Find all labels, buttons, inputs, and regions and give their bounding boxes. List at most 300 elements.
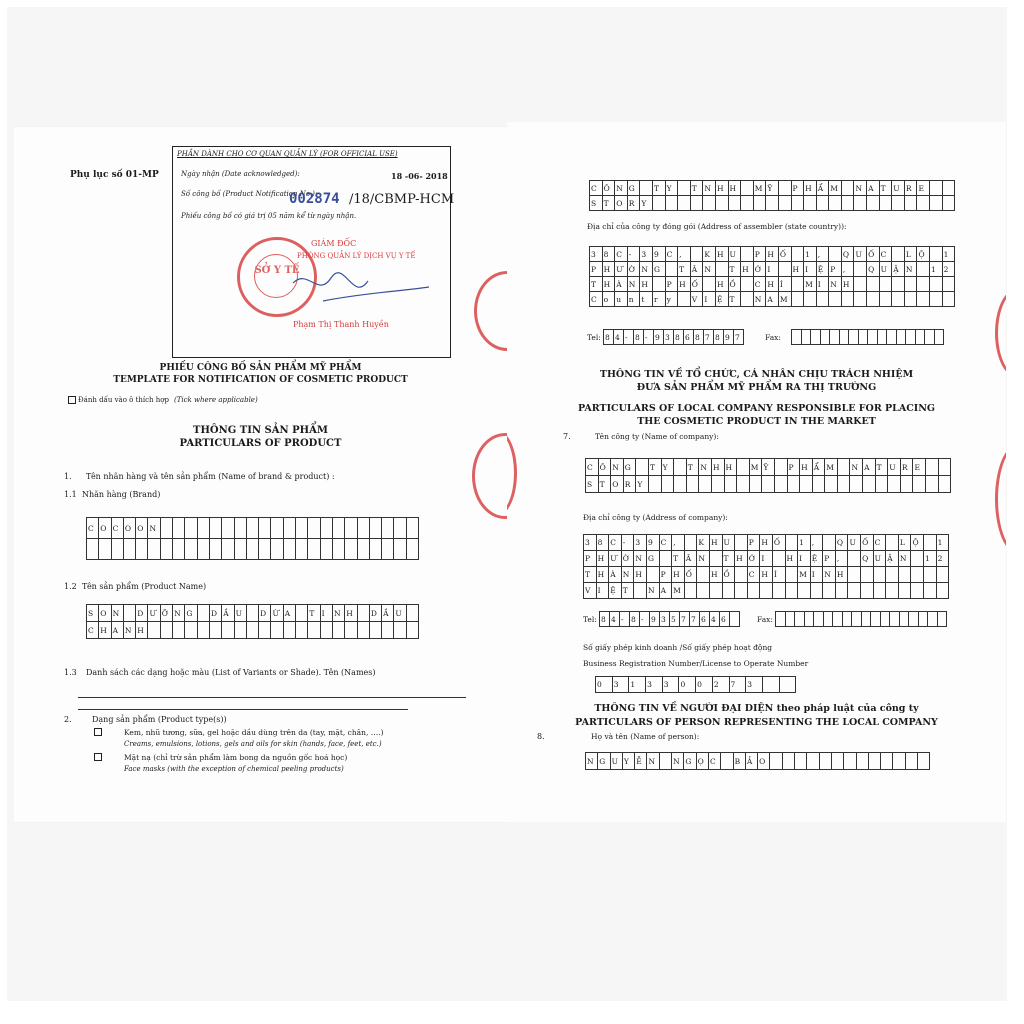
char-box: H xyxy=(640,277,653,292)
char-box: C xyxy=(609,535,622,551)
char-box xyxy=(924,583,937,599)
validity-note: Phiếu công bố có giá trị 05 năm kể từ ngày nhận. xyxy=(181,212,357,220)
char-box: N xyxy=(148,518,160,539)
char-box xyxy=(703,196,716,211)
char-box: y xyxy=(666,292,679,307)
char-box: R xyxy=(905,181,918,196)
char-box xyxy=(832,753,844,770)
char-box: B xyxy=(734,753,746,770)
char-box xyxy=(795,753,807,770)
char-box: C xyxy=(87,622,99,639)
char-box xyxy=(899,567,912,583)
char-box: A xyxy=(863,459,876,476)
fax-label-1: Fax: xyxy=(765,333,781,342)
char-box: 9 xyxy=(650,612,660,627)
char-box: H xyxy=(345,605,357,622)
char-box xyxy=(786,535,799,551)
char-box: H xyxy=(766,277,779,292)
section-company-title-en-2: THE COSMETIC PRODUCT IN THE MARKET xyxy=(637,416,876,427)
char-box: O xyxy=(124,518,136,539)
char-box xyxy=(674,476,687,493)
char-box xyxy=(148,622,160,639)
char-box xyxy=(888,476,901,493)
char-box xyxy=(911,583,924,599)
char-box: A xyxy=(867,181,880,196)
char-box: E xyxy=(913,459,926,476)
char-box: 8 xyxy=(600,612,610,627)
variants-line-1 xyxy=(78,697,466,698)
char-box: , xyxy=(672,535,685,551)
char-box xyxy=(881,612,891,627)
char-box: P xyxy=(584,551,597,567)
char-box xyxy=(394,539,406,560)
char-box xyxy=(308,622,320,639)
license-label-en: Business Registration Number/License to Operate Number xyxy=(583,659,809,668)
char-box xyxy=(861,567,874,583)
char-box xyxy=(173,539,185,560)
char-box: H xyxy=(710,567,723,583)
char-box: M xyxy=(825,459,838,476)
char-box: P xyxy=(754,247,767,262)
char-box: Ớ xyxy=(754,262,767,277)
section-company-title-vi-1: THÔNG TIN VỀ TỔ CHỨC, CÁ NHÂN CHỊU TRÁCH NHIỆM xyxy=(599,369,914,380)
char-box xyxy=(247,605,259,622)
char-box: H xyxy=(672,567,685,583)
char-box: T xyxy=(653,181,666,196)
char-box xyxy=(737,476,750,493)
char-box: A xyxy=(766,292,779,307)
char-box: P xyxy=(829,262,842,277)
char-box: Â xyxy=(685,551,698,567)
char-box: T xyxy=(729,292,742,307)
char-box xyxy=(820,753,832,770)
tel-grid-2[interactable] xyxy=(599,611,740,627)
char-box: O xyxy=(99,518,111,539)
char-box xyxy=(901,476,914,493)
char-box xyxy=(660,753,672,770)
char-box: 2 xyxy=(943,262,956,277)
char-box xyxy=(792,277,805,292)
char-box xyxy=(407,518,419,539)
license-number-grid[interactable] xyxy=(595,676,796,693)
char-box: Ẩ xyxy=(813,459,826,476)
char-box xyxy=(792,196,805,211)
char-box xyxy=(185,518,197,539)
char-box: 5 xyxy=(670,612,680,627)
char-box: H xyxy=(842,277,855,292)
fax-grid-1[interactable] xyxy=(791,329,944,345)
type-2-checkbox[interactable] xyxy=(94,753,102,761)
char-box: T xyxy=(691,181,704,196)
char-box: N xyxy=(647,583,660,599)
char-box: Y xyxy=(623,753,635,770)
char-box: N xyxy=(703,262,716,277)
type-1-en: Creams, emulsions, lotions, gels and oils for skin (hands, face, feet, etc.) xyxy=(124,740,382,748)
char-box xyxy=(333,539,345,560)
char-box: H xyxy=(836,567,849,583)
char-box xyxy=(775,459,788,476)
tel-label-2: Tel: xyxy=(583,615,597,624)
char-box: Ậ xyxy=(886,551,899,567)
item-7-number: 7. xyxy=(563,432,571,441)
char-box: Ỹ xyxy=(762,459,775,476)
char-box xyxy=(308,539,320,560)
char-box: G xyxy=(598,753,610,770)
char-box xyxy=(854,262,867,277)
char-box xyxy=(880,277,893,292)
char-box xyxy=(198,518,210,539)
item-1-1-number: 1.1 xyxy=(64,490,77,499)
char-box: M xyxy=(750,459,763,476)
char-box: H xyxy=(729,181,742,196)
char-box: H xyxy=(597,551,610,567)
char-box xyxy=(917,277,930,292)
char-box: C xyxy=(709,753,721,770)
char-box xyxy=(854,196,867,211)
char-box xyxy=(874,567,887,583)
char-box: H xyxy=(741,262,754,277)
char-box: 2 xyxy=(937,551,950,567)
type-1-checkbox[interactable] xyxy=(94,728,102,736)
char-box: O xyxy=(611,476,624,493)
char-box xyxy=(892,277,905,292)
char-box xyxy=(271,539,283,560)
char-box: r xyxy=(653,292,666,307)
char-box xyxy=(358,605,370,622)
char-box xyxy=(678,196,691,211)
char-box: N xyxy=(672,753,684,770)
char-box: Ư xyxy=(615,262,628,277)
char-box: M xyxy=(829,181,842,196)
char-box: D xyxy=(259,605,271,622)
char-box xyxy=(900,612,910,627)
item-8-label: Họ và tên (Name of person): xyxy=(591,732,700,741)
char-box xyxy=(741,277,754,292)
char-box xyxy=(666,262,679,277)
tel-grid-1[interactable] xyxy=(603,329,744,345)
char-box xyxy=(729,196,742,211)
notification-number-suffix: /18/CBMP-HCM xyxy=(349,192,455,207)
char-box: 0 xyxy=(679,677,696,693)
char-box xyxy=(161,518,173,539)
assembler-address-label: Địa chỉ của công ty đóng gói (Address of assembler (state country)): xyxy=(587,222,847,231)
char-box: C xyxy=(754,277,767,292)
char-box xyxy=(930,292,943,307)
char-box: Ọ xyxy=(697,753,709,770)
char-box: Ố xyxy=(685,567,698,583)
char-box: H xyxy=(634,567,647,583)
fax-label-2: Fax: xyxy=(757,615,773,624)
char-box: N xyxy=(754,292,767,307)
char-box: N xyxy=(647,753,659,770)
char-box: T xyxy=(622,583,635,599)
char-box xyxy=(754,196,767,211)
person-name-grid[interactable] xyxy=(585,752,930,770)
char-box xyxy=(382,622,394,639)
char-box xyxy=(770,753,782,770)
char-box xyxy=(869,753,881,770)
char-box: 8 xyxy=(694,330,704,345)
char-box: S xyxy=(586,476,599,493)
char-box xyxy=(937,567,950,583)
char-box: U xyxy=(874,551,887,567)
char-box: H xyxy=(603,277,616,292)
tel-label-1: Tel: xyxy=(587,333,601,342)
char-box: M xyxy=(754,181,767,196)
char-box: U xyxy=(880,262,893,277)
char-box: Q xyxy=(867,262,880,277)
char-box xyxy=(779,262,792,277)
char-box xyxy=(284,518,296,539)
char-box: P xyxy=(666,277,679,292)
char-box xyxy=(825,476,838,493)
char-box xyxy=(911,551,924,567)
char-box: 4 xyxy=(610,612,620,627)
assembler-address-grid[interactable] xyxy=(589,246,955,307)
char-box: R xyxy=(624,476,637,493)
char-box xyxy=(710,551,723,567)
char-box xyxy=(937,583,950,599)
char-box: 1 xyxy=(629,677,646,693)
char-box: Í xyxy=(773,567,786,583)
char-box: H xyxy=(716,247,729,262)
edge-stamp-left xyxy=(507,430,517,516)
char-box xyxy=(943,277,956,292)
edge-stamp-top xyxy=(474,271,507,351)
char-box: 3 xyxy=(646,677,663,693)
char-box xyxy=(867,277,880,292)
char-box: Ư xyxy=(148,605,160,622)
char-box xyxy=(798,583,811,599)
char-box xyxy=(161,539,173,560)
item-8-number: 8. xyxy=(537,732,545,741)
char-box: N xyxy=(703,181,716,196)
item-7-label: Tên công ty (Name of company): xyxy=(595,432,719,441)
char-box xyxy=(786,612,796,627)
received-label: Ngày nhận (Date acknowledged): xyxy=(181,170,300,178)
char-box xyxy=(710,583,723,599)
char-box: O xyxy=(758,753,770,770)
char-box: M xyxy=(804,277,817,292)
char-box: H xyxy=(735,551,748,567)
char-box xyxy=(924,535,937,551)
char-box xyxy=(867,196,880,211)
char-box xyxy=(259,518,271,539)
char-box xyxy=(939,459,952,476)
char-box xyxy=(198,539,210,560)
assembler-company-grid[interactable] xyxy=(589,180,955,211)
char-box: 1 xyxy=(943,247,956,262)
char-box xyxy=(666,196,679,211)
char-box xyxy=(788,476,801,493)
section-company-title-vi-2: ĐƯA SẢN PHẨM MỸ PHẨM RA THỊ TRƯỜNG xyxy=(636,382,877,393)
form-page-1 xyxy=(14,127,507,822)
char-box xyxy=(919,612,929,627)
company-address-grid[interactable] xyxy=(583,534,949,599)
char-box xyxy=(235,518,247,539)
char-box: H xyxy=(710,535,723,551)
char-box xyxy=(811,583,824,599)
char-box xyxy=(854,277,867,292)
char-box xyxy=(804,292,817,307)
char-box: Ệ xyxy=(716,292,729,307)
char-box xyxy=(296,605,308,622)
char-box: C xyxy=(586,459,599,476)
char-box xyxy=(136,539,148,560)
char-box xyxy=(760,583,773,599)
char-box: 1 xyxy=(930,262,943,277)
char-box: H xyxy=(597,567,610,583)
char-box: N xyxy=(622,567,635,583)
char-box: I xyxy=(766,262,779,277)
char-box: Ỡ xyxy=(161,605,173,622)
char-box xyxy=(271,622,283,639)
char-box xyxy=(649,476,662,493)
char-box xyxy=(838,459,851,476)
char-box: I xyxy=(798,551,811,567)
char-box xyxy=(792,247,805,262)
char-box: Y xyxy=(666,181,679,196)
char-box xyxy=(862,612,872,627)
char-box xyxy=(906,753,918,770)
char-box xyxy=(792,330,802,345)
char-box xyxy=(358,518,370,539)
char-box xyxy=(848,583,861,599)
char-box: 6 xyxy=(720,612,730,627)
char-box xyxy=(886,583,899,599)
fax-grid-2[interactable] xyxy=(775,611,947,627)
char-box: 8 xyxy=(604,330,614,345)
product-name-grid[interactable] xyxy=(86,604,419,639)
char-box xyxy=(776,612,786,627)
char-box: Ộ xyxy=(917,247,930,262)
char-box xyxy=(917,196,930,211)
char-box xyxy=(878,330,888,345)
char-box xyxy=(222,518,234,539)
char-box xyxy=(821,330,831,345)
char-box: Y xyxy=(640,196,653,211)
char-box: G xyxy=(653,262,666,277)
char-box: L xyxy=(905,247,918,262)
char-box xyxy=(840,330,850,345)
char-box: 7 xyxy=(680,612,690,627)
char-box: 1 xyxy=(798,535,811,551)
char-box: , xyxy=(811,535,824,551)
item-1-number: 1. xyxy=(64,472,72,481)
char-box: - xyxy=(640,612,650,627)
char-box xyxy=(805,612,815,627)
char-box xyxy=(773,551,786,567)
char-box xyxy=(321,518,333,539)
char-box: 7 xyxy=(690,612,700,627)
char-box xyxy=(259,539,271,560)
char-box xyxy=(210,518,222,539)
char-box xyxy=(284,539,296,560)
char-box xyxy=(857,753,869,770)
char-box xyxy=(916,330,926,345)
char-box: 3 xyxy=(613,677,630,693)
char-box xyxy=(741,292,754,307)
company-name-grid[interactable] xyxy=(585,458,951,493)
char-box xyxy=(321,622,333,639)
char-box xyxy=(185,539,197,560)
char-box: Ớ xyxy=(748,551,761,567)
char-box: Q xyxy=(842,247,855,262)
char-box xyxy=(874,583,887,599)
char-box xyxy=(725,476,738,493)
license-label-vi: Số giấy phép kinh doanh /Số giấy phép hoạt động xyxy=(583,643,773,652)
char-box: H xyxy=(760,567,773,583)
item-1-2-number: 1.2 xyxy=(64,582,77,591)
char-box xyxy=(817,292,830,307)
char-box: Ố xyxy=(691,277,704,292)
char-box xyxy=(925,330,935,345)
char-box xyxy=(235,539,247,560)
char-box: K xyxy=(697,535,710,551)
char-box xyxy=(735,583,748,599)
char-box: I xyxy=(597,583,610,599)
char-box: 3 xyxy=(634,535,647,551)
char-box: V xyxy=(691,292,704,307)
item-1-3-number: 1.3 xyxy=(64,668,77,677)
char-box: C xyxy=(615,247,628,262)
brand-grid[interactable] xyxy=(86,517,419,560)
char-box xyxy=(407,605,419,622)
char-box xyxy=(930,277,943,292)
char-box: U xyxy=(723,535,736,551)
char-box: 9 xyxy=(724,330,734,345)
char-box: 6 xyxy=(700,612,710,627)
char-box: C xyxy=(87,518,99,539)
char-box: 8 xyxy=(597,535,610,551)
char-box: N xyxy=(854,181,867,196)
char-box: G xyxy=(185,605,197,622)
char-box xyxy=(833,612,843,627)
char-box: T xyxy=(590,277,603,292)
char-box xyxy=(854,292,867,307)
form-title-vi: PHIẾU CÔNG BỐ SẢN PHẨM MỸ PHẨM xyxy=(159,363,362,373)
char-box: 6 xyxy=(684,330,694,345)
char-box xyxy=(112,539,124,560)
char-box xyxy=(173,518,185,539)
char-box: U xyxy=(729,247,742,262)
char-box: N xyxy=(899,551,912,567)
char-box xyxy=(750,476,763,493)
char-box xyxy=(852,612,862,627)
char-box xyxy=(358,622,370,639)
char-box: P xyxy=(660,567,673,583)
char-box xyxy=(210,622,222,639)
char-box xyxy=(867,292,880,307)
char-box xyxy=(897,330,907,345)
char-box: N xyxy=(699,459,712,476)
char-box: N xyxy=(611,459,624,476)
char-box: V xyxy=(584,583,597,599)
char-box xyxy=(905,196,918,211)
char-box xyxy=(247,518,259,539)
char-box xyxy=(913,476,926,493)
char-box: Ệ xyxy=(811,551,824,567)
char-box xyxy=(890,612,900,627)
char-box xyxy=(697,583,710,599)
char-box xyxy=(723,583,736,599)
char-box: N xyxy=(615,181,628,196)
char-box xyxy=(124,539,136,560)
char-box: Ô xyxy=(603,181,616,196)
char-box: C xyxy=(112,518,124,539)
char-box xyxy=(210,539,222,560)
char-box: 4 xyxy=(614,330,624,345)
